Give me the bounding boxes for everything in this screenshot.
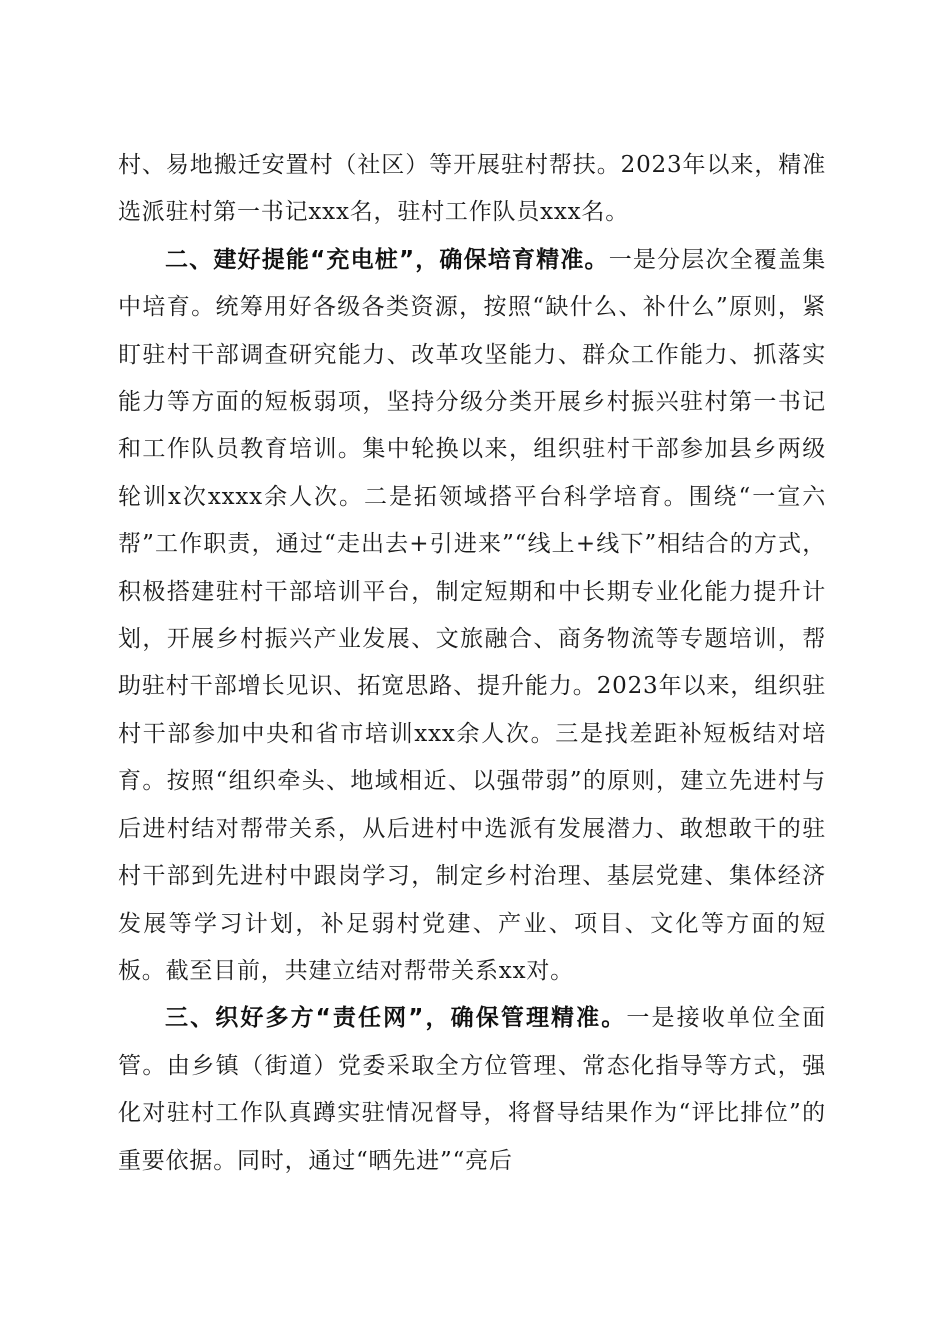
paragraph-body: 一是分层次全覆盖集中培育。统筹用好各级各类资源，按照“缺什么、补什么”原则，紧盯驻村干部调查研究能力、改革攻坚能力、群众工作能力、抓落实能力等方面的短板弱项，坚持分级分类开展乡村振兴驻村第一书记和工作队员教育培训。集中轮换以来，组织驻村干部参加县乡两级轮训x次xxxx余人次。二是拓领域搭平台科学培育。围绕“一宣六帮”工作职责，通过“走出去+引进来”“线上+线下”相结合的方式，积极搭建驻村干部培训平台，制定短期和中长期专业化能力提升计划，开展乡村振兴产业发展、文旅融合、商务物流等专题培训，帮助驻村干部增长见识、拓宽思路、提升能力。2023年以来，组织驻村干部参加中央和省市培训xxx余人次。三是找差距补短板结对培育。按照“组织牵头、地域相近、以强带弱”的原则，建立先进村与后进村结对帮带关系，从后进村中选派有发展潜力、敢想敢干的驻村干部到先进村中跟岗学习，制定乡村治理、基层党建、集体经济发展等学习计划，补足弱村党建、产业、项目、文化等方面的短板。截至目前，共建立结对帮带关系xx对。 (118, 246, 827, 984)
paragraph-section-two (118, 237, 826, 996)
paragraph-body: 村、易地搬迁安置村（社区）等开展驻村帮扶。2023年以来，精准选派驻村第一书记xxx名，驻村工作队员xxx名。 (118, 152, 826, 226)
section-heading: 二、建好提能“充电桩”，确保培育精准。 (165, 246, 609, 273)
paragraph-section-three (118, 995, 826, 1185)
paragraph-body: 一是接收单位全面管。由乡镇（街道）党委采取全方位管理、常态化指导等方式，强化对驻村工作队真蹲实驻情况督导，将督导结果作为“评比排位”的重要依据。同时，通过“晒先进”“亮后 (118, 1005, 827, 1174)
section-heading: 三、织好多方“责任网”，确保管理精准。 (165, 1005, 627, 1032)
document-body (118, 142, 826, 1185)
paragraph-continuation (118, 142, 826, 237)
